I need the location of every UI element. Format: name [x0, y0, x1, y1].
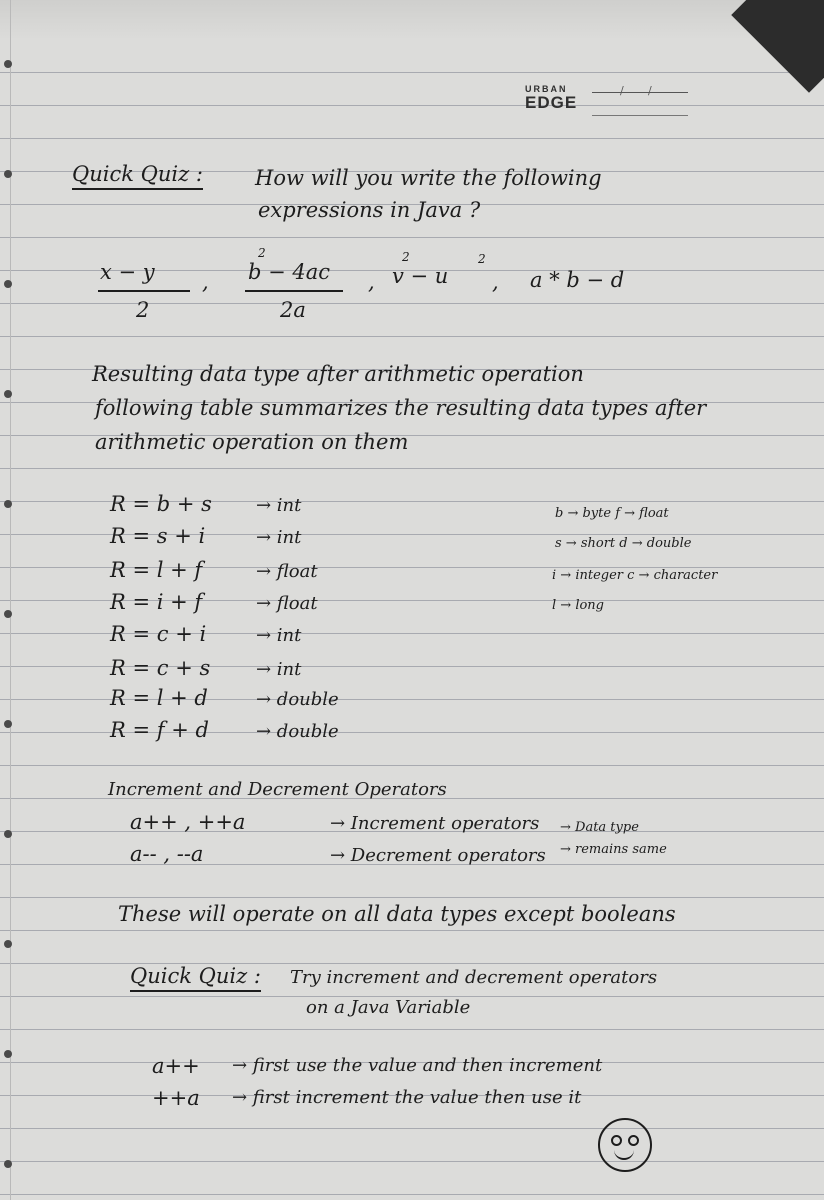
usage-desc: → first increment the value then use it — [232, 1087, 582, 1108]
rule-result: → double — [256, 721, 339, 742]
rule-lhs: R = l + d — [110, 686, 208, 710]
expr1-numerator: x − y — [100, 260, 155, 284]
spiral-holes — [4, 60, 14, 1180]
usage-op: ++a — [152, 1086, 200, 1110]
brand-logo — [525, 84, 577, 112]
rule-lhs: R = c + i — [110, 622, 207, 646]
brand-top-text: URBAN — [525, 84, 568, 94]
usage-op: a++ — [152, 1054, 200, 1078]
rule-result: → int — [256, 625, 302, 646]
legend-line: s → short d → double — [555, 536, 692, 551]
rule-lhs: R = b + s — [110, 492, 212, 516]
expr2-numerator: b − 4ac — [248, 260, 331, 284]
expr-comma-3: , — [492, 270, 499, 294]
incdec-statement: These will operate on all data types except booleans — [118, 902, 676, 926]
incdec-line2-desc: → Decrement operators — [330, 845, 546, 866]
expr1-fraction-bar — [98, 290, 190, 292]
expr1-denominator: 2 — [136, 298, 150, 322]
rule-lhs: R = i + f — [110, 590, 203, 614]
page-corner-shadow — [731, 0, 824, 93]
incdec-line2-ops: a-- , --a — [130, 842, 204, 866]
usage-desc: → first use the value and then increment — [232, 1055, 603, 1076]
expr4: a * b − d — [530, 268, 625, 292]
legend-line: b → byte f → float — [555, 506, 669, 521]
legend-line: i → integer c → character — [552, 568, 718, 583]
expr-comma-1: , — [202, 270, 209, 294]
rule-result: → float — [256, 593, 318, 614]
rule-result: → float — [256, 561, 318, 582]
rule-result: → int — [256, 495, 302, 516]
rule-lhs: R = s + i — [110, 524, 206, 548]
quiz1-question-line1: How will you write the following — [255, 166, 602, 190]
incdec-title: Increment and Decrement Operators — [108, 779, 447, 800]
rule-result: → int — [256, 527, 302, 548]
expr3-exponent-1: 2 — [402, 250, 410, 264]
expr-comma-2: , — [368, 270, 375, 294]
expr2-exponent: 2 — [258, 246, 266, 260]
incdec-line1-ops: a++ , ++a — [130, 810, 246, 834]
date-field-lines — [592, 92, 688, 116]
rule-result: → double — [256, 689, 339, 710]
quiz1-question-line2: expressions in Java ? — [258, 198, 481, 222]
rule-lhs: R = f + d — [110, 718, 209, 742]
quiz2-line1: Try increment and decrement operators — [290, 967, 658, 988]
brand-main-text: EDGE — [525, 93, 578, 112]
result-section-desc-line2: arithmetic operation on them — [95, 430, 409, 454]
incdec-note-line2: → remains same — [560, 842, 667, 857]
result-section-desc-line1: following table summarizes the resulting data types after — [95, 396, 707, 420]
expr3: v − u — [392, 264, 449, 288]
quiz1-label: Quick Quiz : — [72, 160, 203, 190]
expr2-fraction-bar — [245, 290, 343, 292]
result-section-title: Resulting data type after arithmetic operation — [92, 362, 584, 386]
incdec-note-line1: → Data type — [560, 820, 639, 835]
quiz2-label: Quick Quiz : — [130, 962, 261, 992]
legend-line: l → long — [552, 598, 604, 613]
rule-lhs: R = l + f — [110, 558, 203, 582]
smiley-face-icon — [598, 1118, 652, 1172]
rule-result: → int — [256, 659, 302, 680]
quiz2-line2: on a Java Variable — [306, 997, 471, 1018]
expr3-exponent-2: 2 — [478, 252, 486, 266]
rule-lhs: R = c + s — [110, 656, 211, 680]
expr2-denominator: 2a — [280, 298, 306, 322]
incdec-line1-desc: → Increment operators — [330, 813, 540, 834]
